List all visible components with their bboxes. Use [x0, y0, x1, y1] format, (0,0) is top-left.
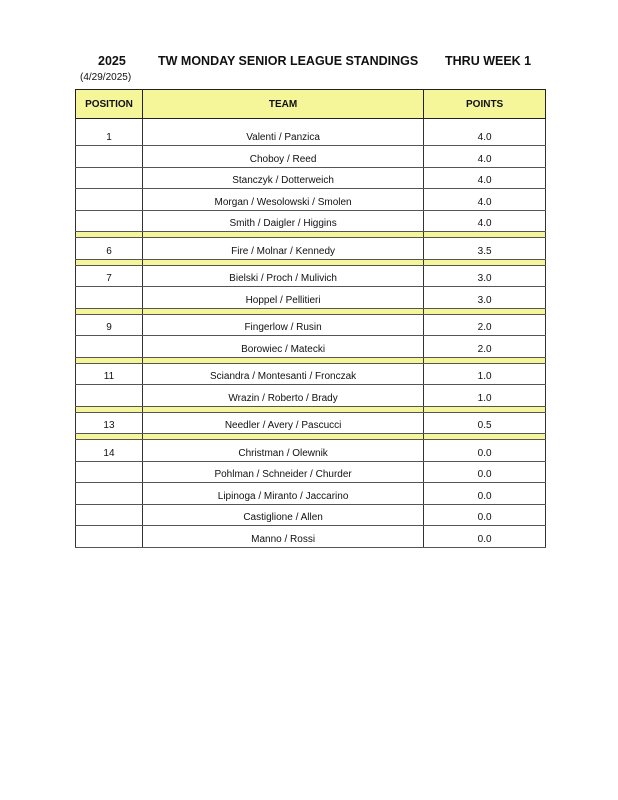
team-cell: Stanczyk / Dotterweich [142, 167, 423, 189]
header-date: (4/29/2025) [80, 72, 132, 83]
column-header-team: TEAM [142, 90, 423, 119]
position-cell [76, 287, 143, 309]
points-cell: 1.0 [424, 363, 546, 385]
position-cell [76, 385, 143, 407]
table-row [76, 210, 546, 232]
team-cell: Morgan / Wesolowski / Smolen [142, 189, 423, 211]
points-cell: 4.0 [424, 119, 546, 146]
position-cell: 6 [76, 238, 143, 260]
team-cell: Christman / Olewnik [142, 440, 423, 462]
team-cell: Fingerlow / Rusin [142, 314, 423, 336]
points-cell: 4.0 [424, 210, 546, 232]
position-cell [76, 504, 143, 526]
team-cell: Pohlman / Schneider / Churder [142, 461, 423, 483]
position-cell: 1 [76, 119, 143, 146]
points-cell: 3.0 [424, 287, 546, 309]
table-row [76, 265, 546, 287]
table-row [76, 526, 546, 548]
points-cell: 1.0 [424, 385, 546, 407]
team-cell: Borowiec / Matecki [142, 336, 423, 358]
table-row [76, 483, 546, 505]
points-cell: 0.5 [424, 412, 546, 434]
header-row [76, 90, 546, 119]
standings-table [75, 89, 546, 548]
table-row [76, 461, 546, 483]
team-cell: Choboy / Reed [142, 146, 423, 168]
position-cell [76, 336, 143, 358]
position-cell: 9 [76, 314, 143, 336]
table-row [76, 189, 546, 211]
team-cell: Hoppel / Pellitieri [142, 287, 423, 309]
points-cell: 4.0 [424, 146, 546, 168]
header-week: THRU WEEK 1 [445, 54, 532, 68]
position-cell [76, 483, 143, 505]
table-row [76, 336, 546, 358]
position-cell [76, 210, 143, 232]
position-cell [76, 146, 143, 168]
position-cell: 7 [76, 265, 143, 287]
position-cell [76, 461, 143, 483]
team-cell: Fire / Molnar / Kennedy [142, 238, 423, 260]
team-cell: Smith / Daigler / Higgins [142, 210, 423, 232]
table-row [76, 146, 546, 168]
position-cell: 13 [76, 412, 143, 434]
team-cell: Valenti / Panzica [142, 119, 423, 146]
column-header-points: POINTS [424, 90, 546, 119]
points-cell: 0.0 [424, 483, 546, 505]
team-cell: Needler / Avery / Pascucci [142, 412, 423, 434]
points-cell: 3.0 [424, 265, 546, 287]
team-cell: Sciandra / Montesanti / Fronczak [142, 363, 423, 385]
standings-body [76, 119, 546, 548]
points-cell: 0.0 [424, 461, 546, 483]
points-cell: 4.0 [424, 167, 546, 189]
points-cell: 3.5 [424, 238, 546, 260]
table-row [76, 504, 546, 526]
position-cell [76, 526, 143, 548]
team-cell: Bielski / Proch / Mulivich [142, 265, 423, 287]
table-row [76, 314, 546, 336]
position-cell [76, 189, 143, 211]
team-cell: Manno / Rossi [142, 526, 423, 548]
points-cell: 2.0 [424, 336, 546, 358]
column-header-position: POSITION [76, 90, 143, 119]
points-cell: 0.0 [424, 440, 546, 462]
table-row [76, 119, 546, 146]
table-row [76, 363, 546, 385]
position-cell [76, 167, 143, 189]
table-row [76, 412, 546, 434]
table-row [76, 287, 546, 309]
position-cell: 14 [76, 440, 143, 462]
page-title: TW MONDAY SENIOR LEAGUE STANDINGS [158, 54, 419, 68]
table-row [76, 385, 546, 407]
team-cell: Castiglione / Allen [142, 504, 423, 526]
team-cell: Wrazin / Roberto / Brady [142, 385, 423, 407]
table-row [76, 167, 546, 189]
points-cell: 0.0 [424, 504, 546, 526]
team-cell: Lipinoga / Miranto / Jaccarino [142, 483, 423, 505]
table-row [76, 440, 546, 462]
position-cell: 11 [76, 363, 143, 385]
points-cell: 2.0 [424, 314, 546, 336]
points-cell: 4.0 [424, 189, 546, 211]
table-row [76, 238, 546, 260]
points-cell: 0.0 [424, 526, 546, 548]
header-year: 2025 [98, 54, 126, 68]
